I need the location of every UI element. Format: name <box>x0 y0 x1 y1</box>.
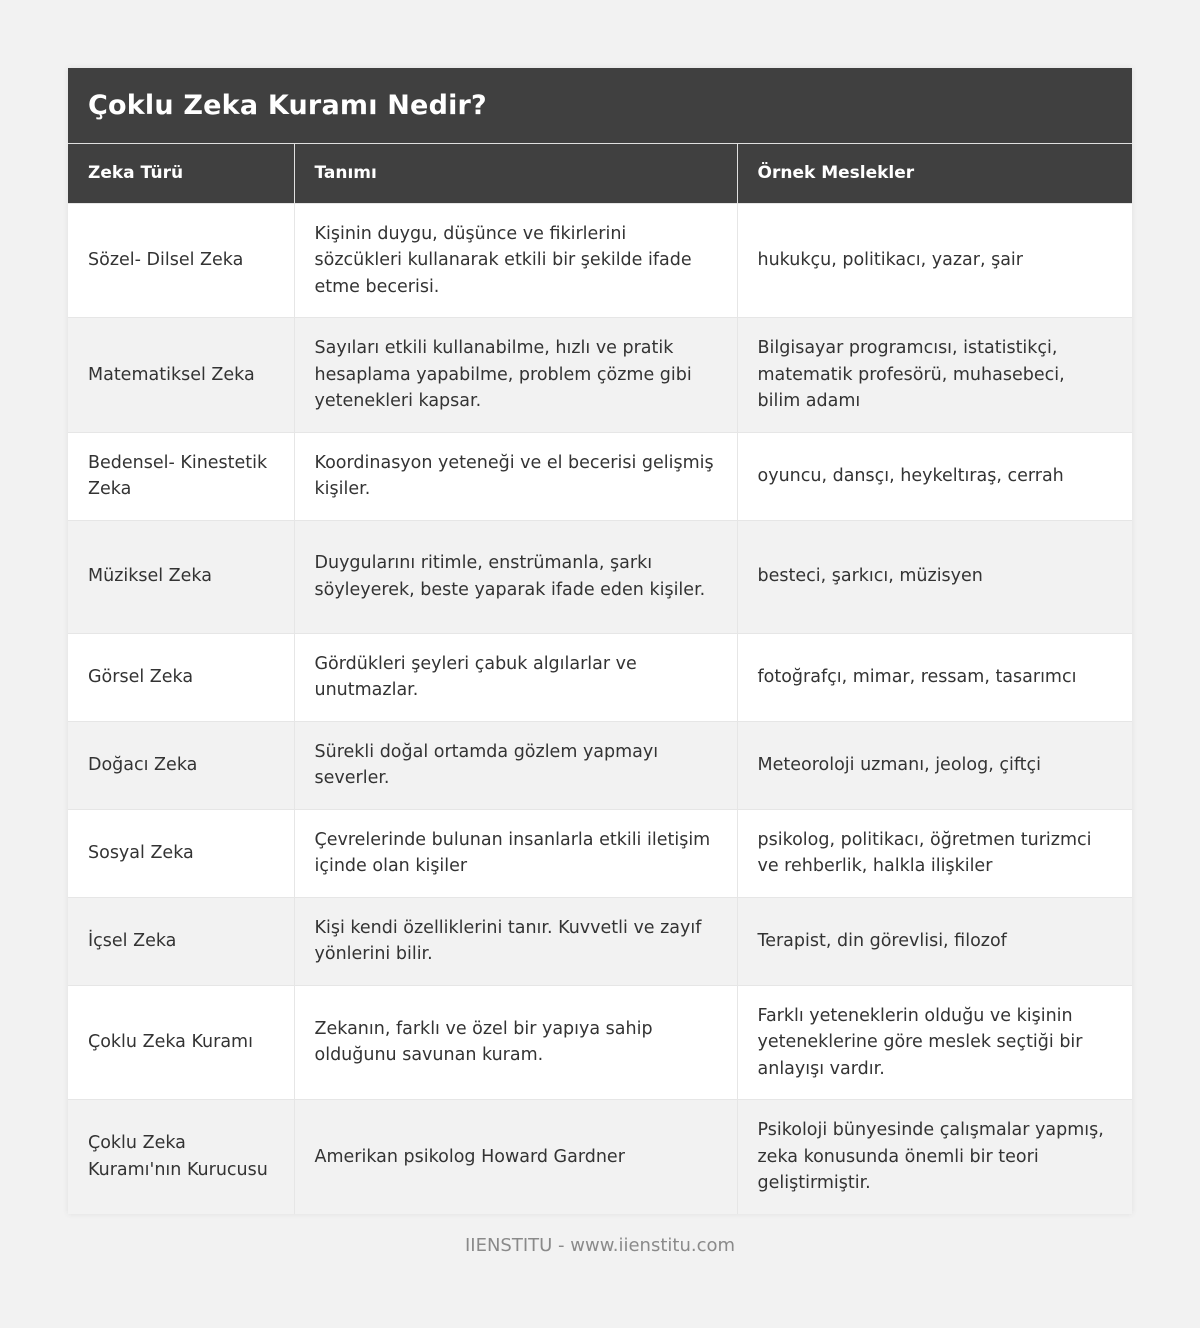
table-header-row <box>68 144 1132 203</box>
cell-definition: Sürekli doğal ortamda gözlem yapmayı severler. <box>294 721 737 809</box>
footer-credit: IIENSTITU - www.iienstitu.com <box>464 1235 736 1256</box>
cell-professions: Meteoroloji uzmanı, jeolog, çiftçi <box>737 721 1132 809</box>
cell-definition: Koordinasyon yeteneği ve el becerisi gelişmiş kişiler. <box>294 432 737 520</box>
cell-type: Çoklu Zeka Kuramı'nın Kurucusu <box>68 1100 294 1214</box>
cell-definition: Amerikan psikolog Howard Gardner <box>294 1100 737 1214</box>
table-row <box>68 1100 1132 1214</box>
cell-definition: Kişinin duygu, düşünce ve fikirlerini sözcükleri kullanarak etkili bir şekilde ifade etme becerisi. <box>294 203 737 318</box>
table-row <box>68 985 1132 1100</box>
page-title: Çoklu Zeka Kuramı Nedir? <box>88 90 487 121</box>
cell-professions: besteci, şarkıcı, müzisyen <box>737 520 1132 633</box>
cell-type: Sosyal Zeka <box>68 809 294 897</box>
cell-professions: Psikoloji bünyesinde çalışmalar yapmış, zeka konusunda önemli bir teori geliştirmiştir. <box>737 1100 1132 1214</box>
cell-professions: Bilgisayar programcısı, istatistikçi, matematik profesörü, muhasebeci, bilim adamı <box>737 318 1132 433</box>
cell-type: Bedensel- Kinestetik Zeka <box>68 432 294 520</box>
table-row <box>68 203 1132 318</box>
cell-professions: oyuncu, dansçı, heykeltıraş, cerrah <box>737 432 1132 520</box>
table-row <box>68 897 1132 985</box>
cell-type: Doğacı Zeka <box>68 721 294 809</box>
column-header-definition: Tanımı <box>294 144 737 203</box>
cell-definition: Çevrelerinde bulunan insanlarla etkili iletişim içinde olan kişiler <box>294 809 737 897</box>
table-row <box>68 809 1132 897</box>
column-header-type: Zeka Türü <box>68 144 294 203</box>
cell-type: Müziksel Zeka <box>68 520 294 633</box>
cell-definition: Kişi kendi özelliklerini tanır. Kuvvetli ve zayıf yönlerini bilir. <box>294 897 737 985</box>
column-header-professions: Örnek Meslekler <box>737 144 1132 203</box>
title-bar <box>68 68 1132 144</box>
cell-professions: fotoğrafçı, mimar, ressam, tasarımcı <box>737 633 1132 721</box>
cell-professions: Terapist, din görevlisi, filozof <box>737 897 1132 985</box>
cell-professions: hukukçu, politikacı, yazar, şair <box>737 203 1132 318</box>
cell-type: Çoklu Zeka Kuramı <box>68 985 294 1100</box>
table-row <box>68 721 1132 809</box>
table-row <box>68 520 1132 633</box>
cell-definition: Gördükleri şeyleri çabuk algılarlar ve unutmazlar. <box>294 633 737 721</box>
cell-definition: Zekanın, farklı ve özel bir yapıya sahip olduğunu savunan kuram. <box>294 985 737 1100</box>
cell-type: Matematiksel Zeka <box>68 318 294 433</box>
cell-type: Görsel Zeka <box>68 633 294 721</box>
cell-definition: Duygularını ritimle, enstrümanla, şarkı söyleyerek, beste yaparak ifade eden kişiler. <box>294 520 737 633</box>
table-row <box>68 318 1132 433</box>
cell-type: İçsel Zeka <box>68 897 294 985</box>
table-row <box>68 432 1132 520</box>
cell-professions: Farklı yeteneklerin olduğu ve kişinin yeteneklerine göre meslek seçtiği bir anlayışı vardır. <box>737 985 1132 1100</box>
table-row <box>68 633 1132 721</box>
cell-type: Sözel- Dilsel Zeka <box>68 203 294 318</box>
table-card <box>68 68 1132 1214</box>
cell-professions: psikolog, politikacı, öğretmen turizmci ve rehberlik, halkla ilişkiler <box>737 809 1132 897</box>
cell-definition: Sayıları etkili kullanabilme, hızlı ve pratik hesaplama yapabilme, problem çözme gibi yetenekleri kapsar. <box>294 318 737 433</box>
intelligence-table <box>68 144 1132 1214</box>
